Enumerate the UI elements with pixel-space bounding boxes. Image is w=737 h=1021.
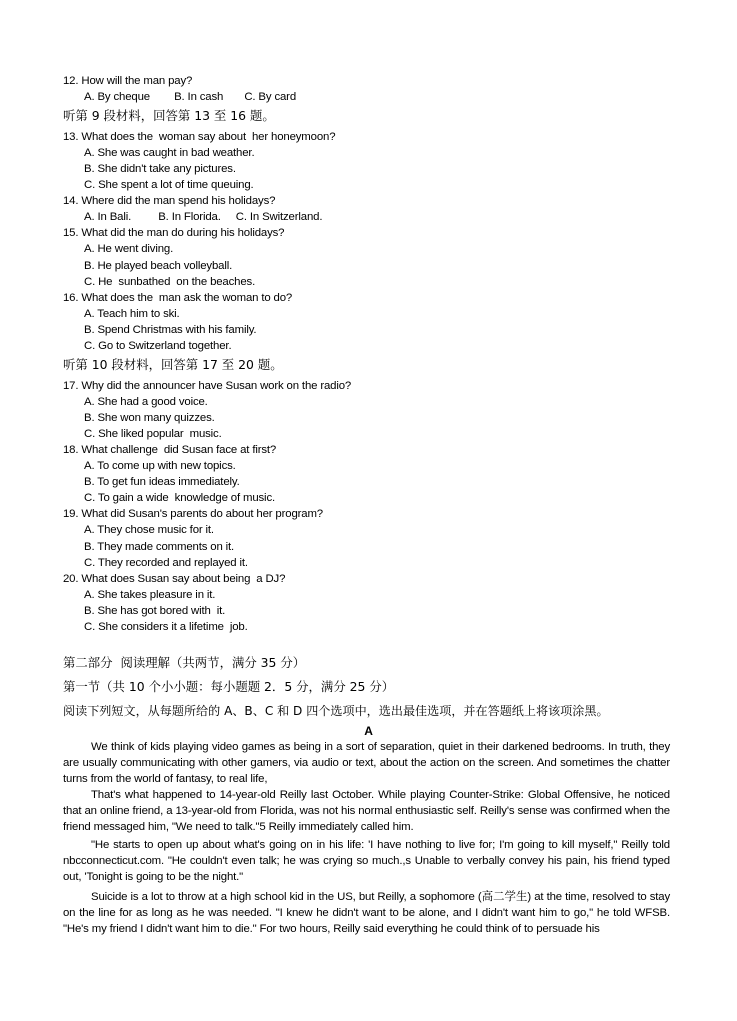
passage-body <box>63 739 670 937</box>
question-20-option-c: C. She considers it a lifetime job. <box>84 621 248 633</box>
question-20: 20. What does Susan say about being a DJ? <box>63 573 286 585</box>
question-13-option-b: B. She didn't take any pictures. <box>84 163 236 175</box>
question-18-option-b: B. To get fun ideas immediately. <box>84 476 240 488</box>
question-15-option-c: C. He sunbathed on the beaches. <box>84 276 256 288</box>
passage-paragraph-1: We think of kids playing video games as being in a sort of separation, quiet in their darkened bedrooms. In truth, they are usually communicating with other gamers, via audio or text, about the action on the screen. And sometimes the chatter turns from the world of fantasy, to real life, <box>63 741 670 785</box>
question-16-option-a: A. Teach him to ski. <box>84 308 180 320</box>
question-18-option-c: C. To gain a wide knowledge of music. <box>84 492 275 504</box>
question-19-option-a: A. They chose music for it. <box>84 524 214 536</box>
question-17-option-b: B. She won many quizzes. <box>84 412 215 424</box>
question-16: 16. What does the man ask the woman to do? <box>63 292 293 304</box>
section-1-heading: 第一节（共 10 个小小题：每小题题 2．5 分，满分 25 分） <box>63 679 395 694</box>
passage-paragraph-2: That's what happened to 14-year-old Reilly last October. While playing Counter-Strike: Global Offensive, he noticed that an online friend, a 13-year-old from Florida, was not his normal enthusiastic self. Reilly's sense was confirmed when the friend messaged him, "We need to talk."5 Reilly immediately called him. <box>63 789 670 833</box>
question-19-option-c: C. They recorded and replayed it. <box>84 557 248 569</box>
question-19-option-b: B. They made comments on it. <box>84 541 235 553</box>
question-20-option-b: B. She has got bored with it. <box>84 605 226 617</box>
question-15-option-a: A. He went diving. <box>84 243 174 255</box>
question-15-option-b: B. He played beach volleyball. <box>84 260 233 272</box>
question-19: 19. What did Susan's parents do about her program? <box>63 508 323 520</box>
question-12-options: A. By cheque B. In cash C. By card <box>84 91 296 103</box>
question-14-options: A. In Bali. B. In Florida. C. In Switzerland. <box>84 211 323 223</box>
reading-instruction: 阅读下列短文，从每题所给的 A、B、C 和 D 四个选项中，选出最佳选项，并在答题纸上将该项涂黑。 <box>63 704 609 718</box>
question-18: 18. What challenge did Susan face at first? <box>63 444 277 456</box>
passage-paragraph-3: "He starts to open up about what's going on in his life: 'I have nothing to live for; I'm going to kill myself," Reilly told nbcconnecticut.com. "He couldn't even talk; he was crying so much.,s Unable to verbally convey his pain, his friend typed out, 'Tonight is going to be the night." <box>63 839 670 883</box>
passage-paragraph-4: Suicide is a lot to throw at a high school kid in the US, but Reilly, a sophomore (高二学生) at the time, resolved to stay on the line for as long as he was needed. "I knew he didn't want to be alone, and I didn't want him to go," he told WFSB. "He's my friend I didn't want him to die." For two hours, Reilly said everything he could think of to persuade his <box>63 891 670 935</box>
question-13-option-c: C. She spent a lot of time queuing. <box>84 179 254 191</box>
passage-label: A <box>364 724 373 738</box>
question-17-option-a: A. She had a good voice. <box>84 396 208 408</box>
question-18-option-a: A. To come up with new topics. <box>84 460 236 472</box>
question-12: 12. How will the man pay? <box>63 75 193 87</box>
question-16-option-c: C. Go to Switzerland together. <box>84 340 232 352</box>
section-10-heading: 听第 10 段材料，回答第 17 至 20 题。 <box>63 357 283 372</box>
section-9-heading: 听第 9 段材料，回答第 13 至 16 题。 <box>63 108 275 123</box>
question-13: 13. What does the woman say about her honeymoon? <box>63 131 336 143</box>
question-16-option-b: B. Spend Christmas with his family. <box>84 324 257 336</box>
question-13-option-a: A. She was caught in bad weather. <box>84 147 255 159</box>
question-17: 17. Why did the announcer have Susan work on the radio? <box>63 380 352 392</box>
question-17-option-c: C. She liked popular music. <box>84 428 222 440</box>
question-14: 14. Where did the man spend his holidays? <box>63 195 276 207</box>
question-20-option-a: A. She takes pleasure in it. <box>84 589 216 601</box>
question-15: 15. What did the man do during his holidays? <box>63 227 285 239</box>
part-2-heading: 第二部分 阅读理解（共两节，满分 35 分） <box>63 655 306 670</box>
